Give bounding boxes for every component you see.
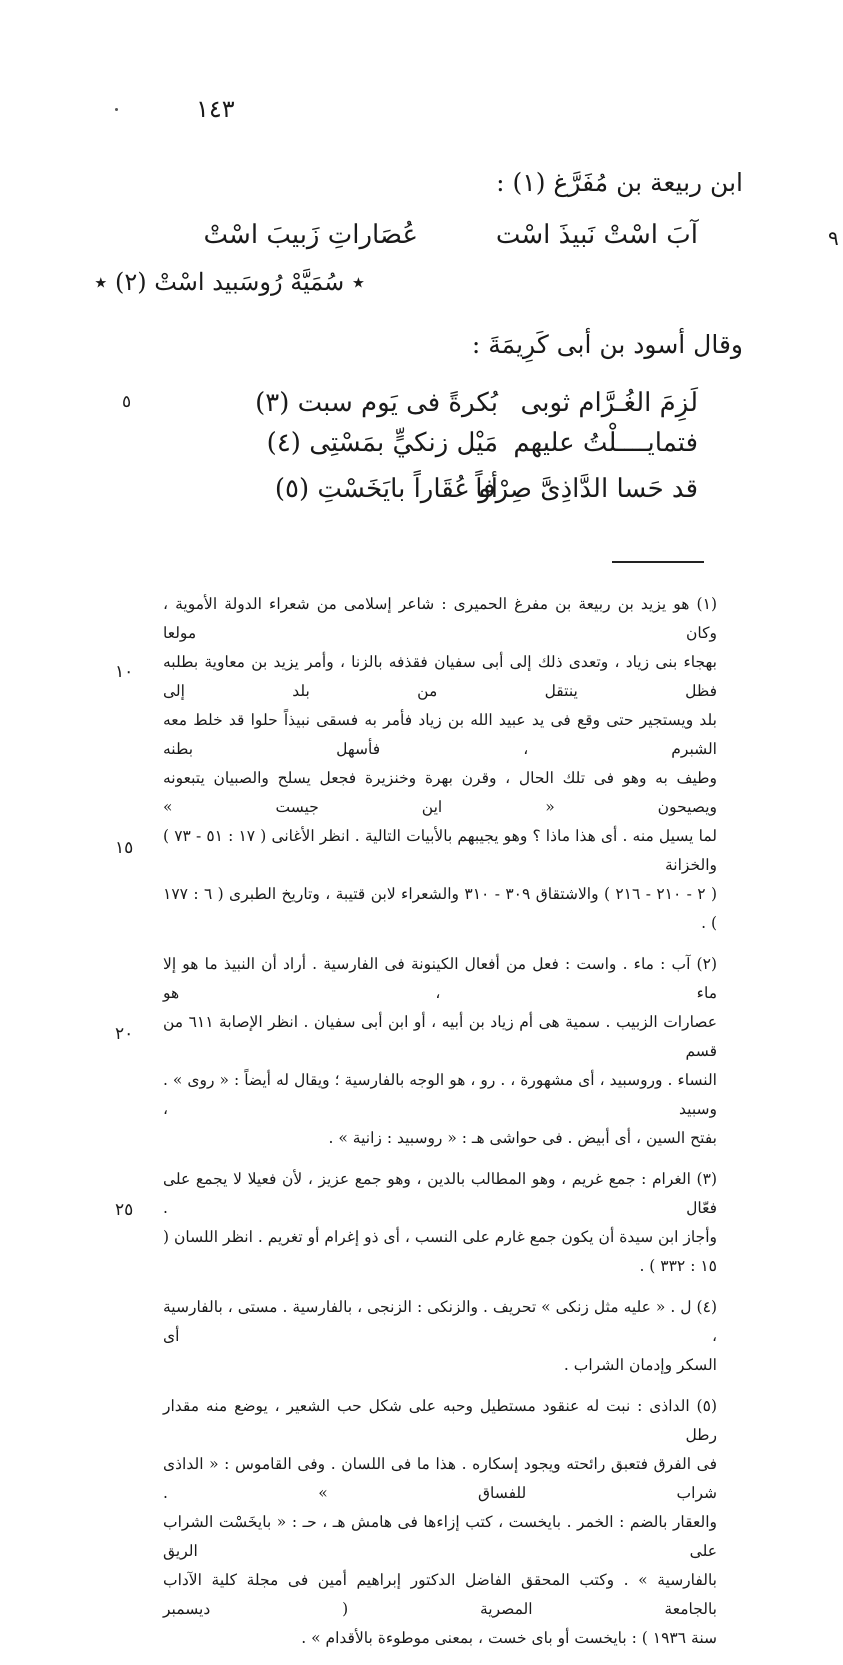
footnote-3	[163, 1165, 717, 1281]
verse-3-right-hemistich: لَزِمَ الغُـرَّام ثوبى	[520, 388, 698, 418]
verse-4-left-hemistich: مَيْل زنكيٍّ بمَسْتِى (٤)	[266, 428, 498, 458]
footnote-separator	[612, 561, 704, 563]
footnote-line: بهجاء بنى زياد ، وتعدى ذلك إلى أبى سفيان فقذفه بالزنا ، وأمر يزيد بن معاوية بطلبه فظل ينتقل من بلد إلى	[163, 653, 717, 700]
footnote-line: سنة ١٩٣٦ ) : بايخست أو باى خست ، بمعنى موطوءة بالأقدام » .	[301, 1629, 717, 1647]
footnote-line: لما يسيل منه . أى هذا ماذا ؟ وهو يجيبهم بالأبيات التالية . انظر الأغانى ( ١٧ : ٥١ - ٧٣ ) والخزانة	[163, 827, 718, 874]
footnote-line: والعقار بالضم : الخمر . بايخست ، كتب إزاءها فى هامش هـ ، حـ : « بايخَسْت الشراب على الريق	[163, 1513, 717, 1560]
footnote-line: (٤) ل . « عليه مثل زنكى » تحريف . والزنكى : الزنجى ، بالفارسية . مستى ، بالفارسية ، أى	[163, 1298, 717, 1345]
footnote-line: بلد ويستجير حتى وقع فى يد عبيد الله بن زياد فأمر به فسقى نبيذاً حلوا قد خلط معه الشبرم ، فأسهل بطنه	[163, 711, 717, 758]
verse-5-right-hemistich: قد حَسا الدَّاذِىَّ صِرْفاً	[475, 474, 698, 504]
verse-5-left-hemistich: أو عُقَاراً بايَخَسْتِ (٥)	[274, 474, 498, 504]
footnote-line: (٥) الداذى : نبت له عنقود مستطيل وحبه على شكل حب الشعير ، يوضع منه مقدار رطل	[163, 1397, 717, 1444]
verse-1-left-hemistich: عُصَاراتِ زَبيبَ اسْتْ	[203, 220, 418, 250]
footnote-line: السكر وإدمان الشراب .	[563, 1356, 717, 1374]
footnotes	[163, 590, 717, 1665]
footnote-line: ( ٢ - ٢١٠ - ٢١٦ ) والاشتقاق ٣٠٩ - ٣١٠ والشعراء لابن قتيبة ، وتاريخ الطبرى ( ٦ : ١٧٧ ) .	[163, 885, 718, 932]
footnote-line: (١) هو يزيد بن ربيعة بن مفرغ الحميرى : شاعر إسلامى من شعراء الدولة الأموية ، وكان مولعا	[163, 595, 717, 642]
footnote-line: (٢) آب : ماء . واست : فعل من أفعال الكينونة فى الفارسية . أراد أن النبيذ ما هو إلا ماء ، هو	[163, 955, 717, 1002]
margin-number-5: ٥	[122, 392, 132, 412]
verse-1-right-hemistich: آبَ اسْتْ نَبيذَ اسْت	[495, 220, 698, 250]
verse-4-right-hemistich: فتمايــــلْتُ عليهم	[513, 428, 698, 458]
footnote-line: فى الفرق فتعبق رائحته ويجود إسكاره . هذا ما فى اللسان . وفى القاموس : « الداذى شراب للفساق » .	[163, 1455, 717, 1502]
footnote-1	[163, 590, 717, 938]
margin-number-20: ٢٠	[115, 1024, 134, 1044]
footnote-line: وأجاز ابن سيدة أن يكون جمع غارم على النسب ، أى ذو إغرام أو تغريم . انظر اللسان ( ١٥ : ٣٣٢ ) .	[163, 1228, 717, 1275]
footnote-5	[163, 1392, 717, 1653]
page-dot	[115, 108, 118, 111]
margin-number-10: ١٠	[115, 662, 134, 682]
footnote-line: النساء . وروسبيد ، أى مشهورة ، . رو ، هو الوجه بالفارسية ؛ ويقال له أيضاً : « روى » . وسبيد ،	[163, 1071, 717, 1118]
footnote-line: عصارات الزبيب . سمية هى أم زياد بن أبيه ، أو ابن أبى سفيان . انظر الإصابة ٦١١ من قسم	[163, 1013, 717, 1060]
margin-number-15: ١٥	[115, 838, 134, 858]
verse-3-left-hemistich: بُكرةً فى يَوم سبت (٣)	[255, 388, 498, 418]
footnote-line: بفتح السين ، أى أبيض . فى حواشى هـ : « روسبيد : زانية » .	[328, 1129, 717, 1147]
footnote-line: بالفارسية » . وكتب المحقق الفاضل الدكتور إبراهيم أمين فى مجلة كلية الآداب بالجامعة المصرية ( ديسمبر	[163, 1571, 717, 1618]
footnote-line: (٣) الغرام : جمع غريم ، وهو المطالب بالدين ، وهو جمع عزيز ، لأن فعيلا لا يجمع على فعّال .	[163, 1170, 717, 1217]
verse-intro-2: وقال أسود بن أبى كَرِيمَةَ :	[471, 330, 743, 359]
verse-2-line: ٭ سُمَيَّهْ رُوسَبيد اسْتْ (٢) ٭	[94, 268, 365, 296]
margin-number-25: ٢٥	[115, 1200, 134, 1220]
margin-number-9: ٩	[828, 226, 839, 250]
page-number: ١٤٣	[196, 95, 235, 123]
footnote-4	[163, 1293, 717, 1380]
footnote-2	[163, 950, 717, 1153]
footnote-line: وطيف به وهو فى تلك الحال ، وقرن بهرة وخنزيرة فجعل يسلح والصبيان يتبعونه ويصيحون « اين جيست »	[163, 769, 717, 816]
verse-intro-1: ابن ربيعة بن مُفَرَّغ (١) :	[496, 168, 743, 197]
